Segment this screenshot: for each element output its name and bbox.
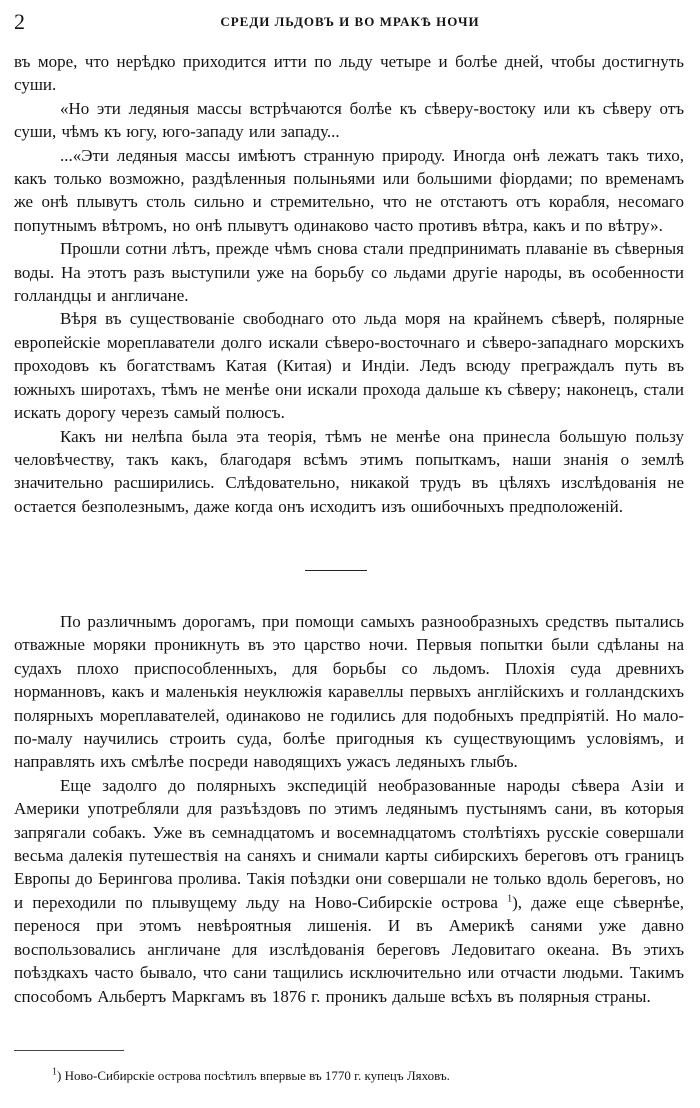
page-number: 2 [14,9,25,34]
section-divider [305,570,367,571]
paragraph-continuation: въ море, что нерѣдко приходится итти по льду четыре и болѣе дней, чтобы достигнуть суши. [14,52,684,95]
footnote-marker: 1 [52,1066,57,1078]
paragraph-belief: Вѣря въ существованіе свободнаго ото льда моря на крайнемъ сѣверѣ, полярные европейскіе мореплаватели долго искали сѣверо-восточнаго и сѣверо-западнаго морскихъ проходовъ къ богатствамъ Катая (Китая) и Индіи. Ледъ всюду преграждалъ путь въ южныхъ широтахъ, тѣмъ не менѣе они искали прохода дальше къ сѣверу; наконецъ, стали искать дорогу черезъ самый полюсъ. [14,309,684,423]
paragraph-roads: По различнымъ дорогамъ, при помощи самыхъ разнообразныхъ средствъ пытались отважные моряки проникнуть въ это царство ночи. Первыя попытки были сдѣланы на судахъ плохо приспособленныхъ, для борьбы со льдомъ. Плохія суда древнихъ норманновъ, какъ и маленькія неуклюжія каравеллы первыхъ англійскихъ и голландскихъ полярныхъ мореплавателей, одинаково не годились для подобныхъ предпріятій. Но мало-по-малу научились строить суда, болѣе пригодныя къ существующимъ условіямъ, и направлять ихъ смѣлѣе посреди наводящихъ ужасъ ледяныхъ глыбъ. [14,612,684,772]
paragraph-sledges [14,774,684,1008]
footnote-text: ) Ново-Сибирскіе острова посѣтилъ впервые въ 1770 г. купецъ Ляховъ. [57,1068,450,1083]
paragraph-sledges-part1: Еще задолго до полярныхъ экспедицій необразованные народы сѣвера Азіи и Америки употребляли для разъѣздовъ по этимъ ледянымъ пустынямъ сани, въ которыя запрягали собакъ. Уже въ семнадцатомъ и восемнадцатомъ столѣтіяхъ русскіе совершали весьма далекія путешествія на саняхъ и снимали карты сибирскихъ береговъ отъ границъ Европы до Берингова пролива. Такія поѣздки они совершали не только вдоль береговъ, но и переходили по плывущему льду на Ново-Сибирскіе острова [14,775,684,912]
text-block-bottom [14,610,684,1008]
running-title: СРЕДИ ЛЬДОВЪ И ВО МРАКѢ НОЧИ [220,14,480,29]
footnote [52,1068,672,1084]
footnote-reference: 1 [507,893,513,905]
paragraph-quote-1: «Но эти ледяныя массы встрѣчаются болѣе къ сѣверу-востоку или къ сѣверу отъ суши, чѣмъ къ югу, юго-западу или западу... [14,98,684,142]
paragraph-centuries: Прошли сотни лѣтъ, прежде чѣмъ снова стали предпринимать плаваніе въ сѣверныя воды. На этотъ разъ выступили уже на борьбу со льдами другіе народы, въ особенности голландцы и англичане. [14,239,684,306]
paragraph-theory: Какъ ни нелѣпа была эта теорія, тѣмъ не менѣе она принесла большую пользу человѣчеству, такъ какъ, благодаря всѣмъ этимъ попыткамъ, наши знанія о землѣ значительно расширились. Слѣдовательно, никакой трудъ въ цѣляхъ изслѣдованія не остается безполезнымъ, даже когда онъ исходитъ изъ ошибочныхъ предположеній. [14,426,684,516]
paragraph-quote-2: ...«Эти ледяныя массы имѣютъ странную природу. Иногда онѣ лежатъ такъ тихо, какъ только возможно, раздѣленныя полыньями или большими фіордами; по временамъ же онѣ плывутъ столь сильно и стремительно, что не отстаютъ отъ корабля, несомаго попутнымъ вѣтромъ, но онѣ плывутъ одинаково часто противъ вѣтра, какъ и по вѣтру». [14,145,684,235]
paragraph-sledges-part2: ), даже еще сѣвернѣе, перенося при этомъ невѣроятныя лишенія. И въ Америкѣ санями уже давно воспользовались англичане для изслѣдованія береговъ Ледовитаго океана. Въ этихъ поѣздкахъ часто бывало, что сани тащились исключительно или отчасти людьми. Такимъ способомъ Альбертъ Маркгамъ въ 1876 г. проникъ дальше всѣхъ въ полярныя страны. [14,892,685,1006]
text-block-top [14,50,684,518]
footnote-divider [14,1050,124,1051]
